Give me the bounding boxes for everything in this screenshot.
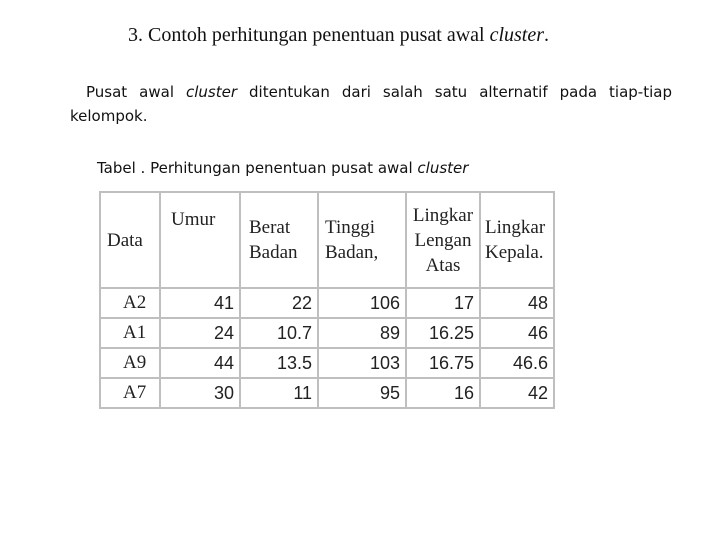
header-lingkar-lengan-atas: Lingkar Lengan Atas xyxy=(406,192,480,288)
cell-umur: 41 xyxy=(160,288,240,318)
intro-paragraph: Pusat awal cluster ditentukan dari salah satu alternatif pada tiap-tiap kelompok. xyxy=(70,83,672,125)
table-row xyxy=(100,348,554,378)
cell-lingkar-kepala: 42 xyxy=(480,378,554,408)
cell-lingkar-lengan-atas: 16 xyxy=(406,378,480,408)
row-label: A9 xyxy=(100,348,160,378)
header-data: Data xyxy=(100,192,160,288)
cell-berat-badan: 11 xyxy=(240,378,318,408)
cell-berat-badan: 10.7 xyxy=(240,318,318,348)
header-lingkar-kepala: Lingkar Kepala. xyxy=(480,192,554,288)
table-row xyxy=(100,318,554,348)
cell-lingkar-lengan-atas: 17 xyxy=(406,288,480,318)
table-header-row xyxy=(100,192,554,288)
table-caption: Tabel . Perhitungan penentuan pusat awal cluster xyxy=(97,159,469,177)
table-row xyxy=(100,378,554,408)
cell-umur: 44 xyxy=(160,348,240,378)
cell-tinggi-badan: 95 xyxy=(318,378,406,408)
cell-lingkar-kepala: 48 xyxy=(480,288,554,318)
header-berat-badan: Berat Badan xyxy=(240,192,318,288)
cell-lingkar-lengan-atas: 16.75 xyxy=(406,348,480,378)
row-label: A2 xyxy=(100,288,160,318)
cluster-table xyxy=(99,191,555,409)
cell-tinggi-badan: 103 xyxy=(318,348,406,378)
cell-lingkar-kepala: 46 xyxy=(480,318,554,348)
header-umur: Umur xyxy=(160,192,240,288)
row-label: A7 xyxy=(100,378,160,408)
cell-lingkar-kepala: 46.6 xyxy=(480,348,554,378)
row-label: A1 xyxy=(100,318,160,348)
table-row xyxy=(100,288,554,318)
section-heading: 3. Contoh perhitungan penentuan pusat awal cluster. xyxy=(128,24,550,46)
cell-berat-badan: 13.5 xyxy=(240,348,318,378)
cell-berat-badan: 22 xyxy=(240,288,318,318)
cell-tinggi-badan: 106 xyxy=(318,288,406,318)
header-tinggi-badan: Tinggi Badan, xyxy=(318,192,406,288)
cell-tinggi-badan: 89 xyxy=(318,318,406,348)
cell-umur: 30 xyxy=(160,378,240,408)
cell-umur: 24 xyxy=(160,318,240,348)
cell-lingkar-lengan-atas: 16.25 xyxy=(406,318,480,348)
